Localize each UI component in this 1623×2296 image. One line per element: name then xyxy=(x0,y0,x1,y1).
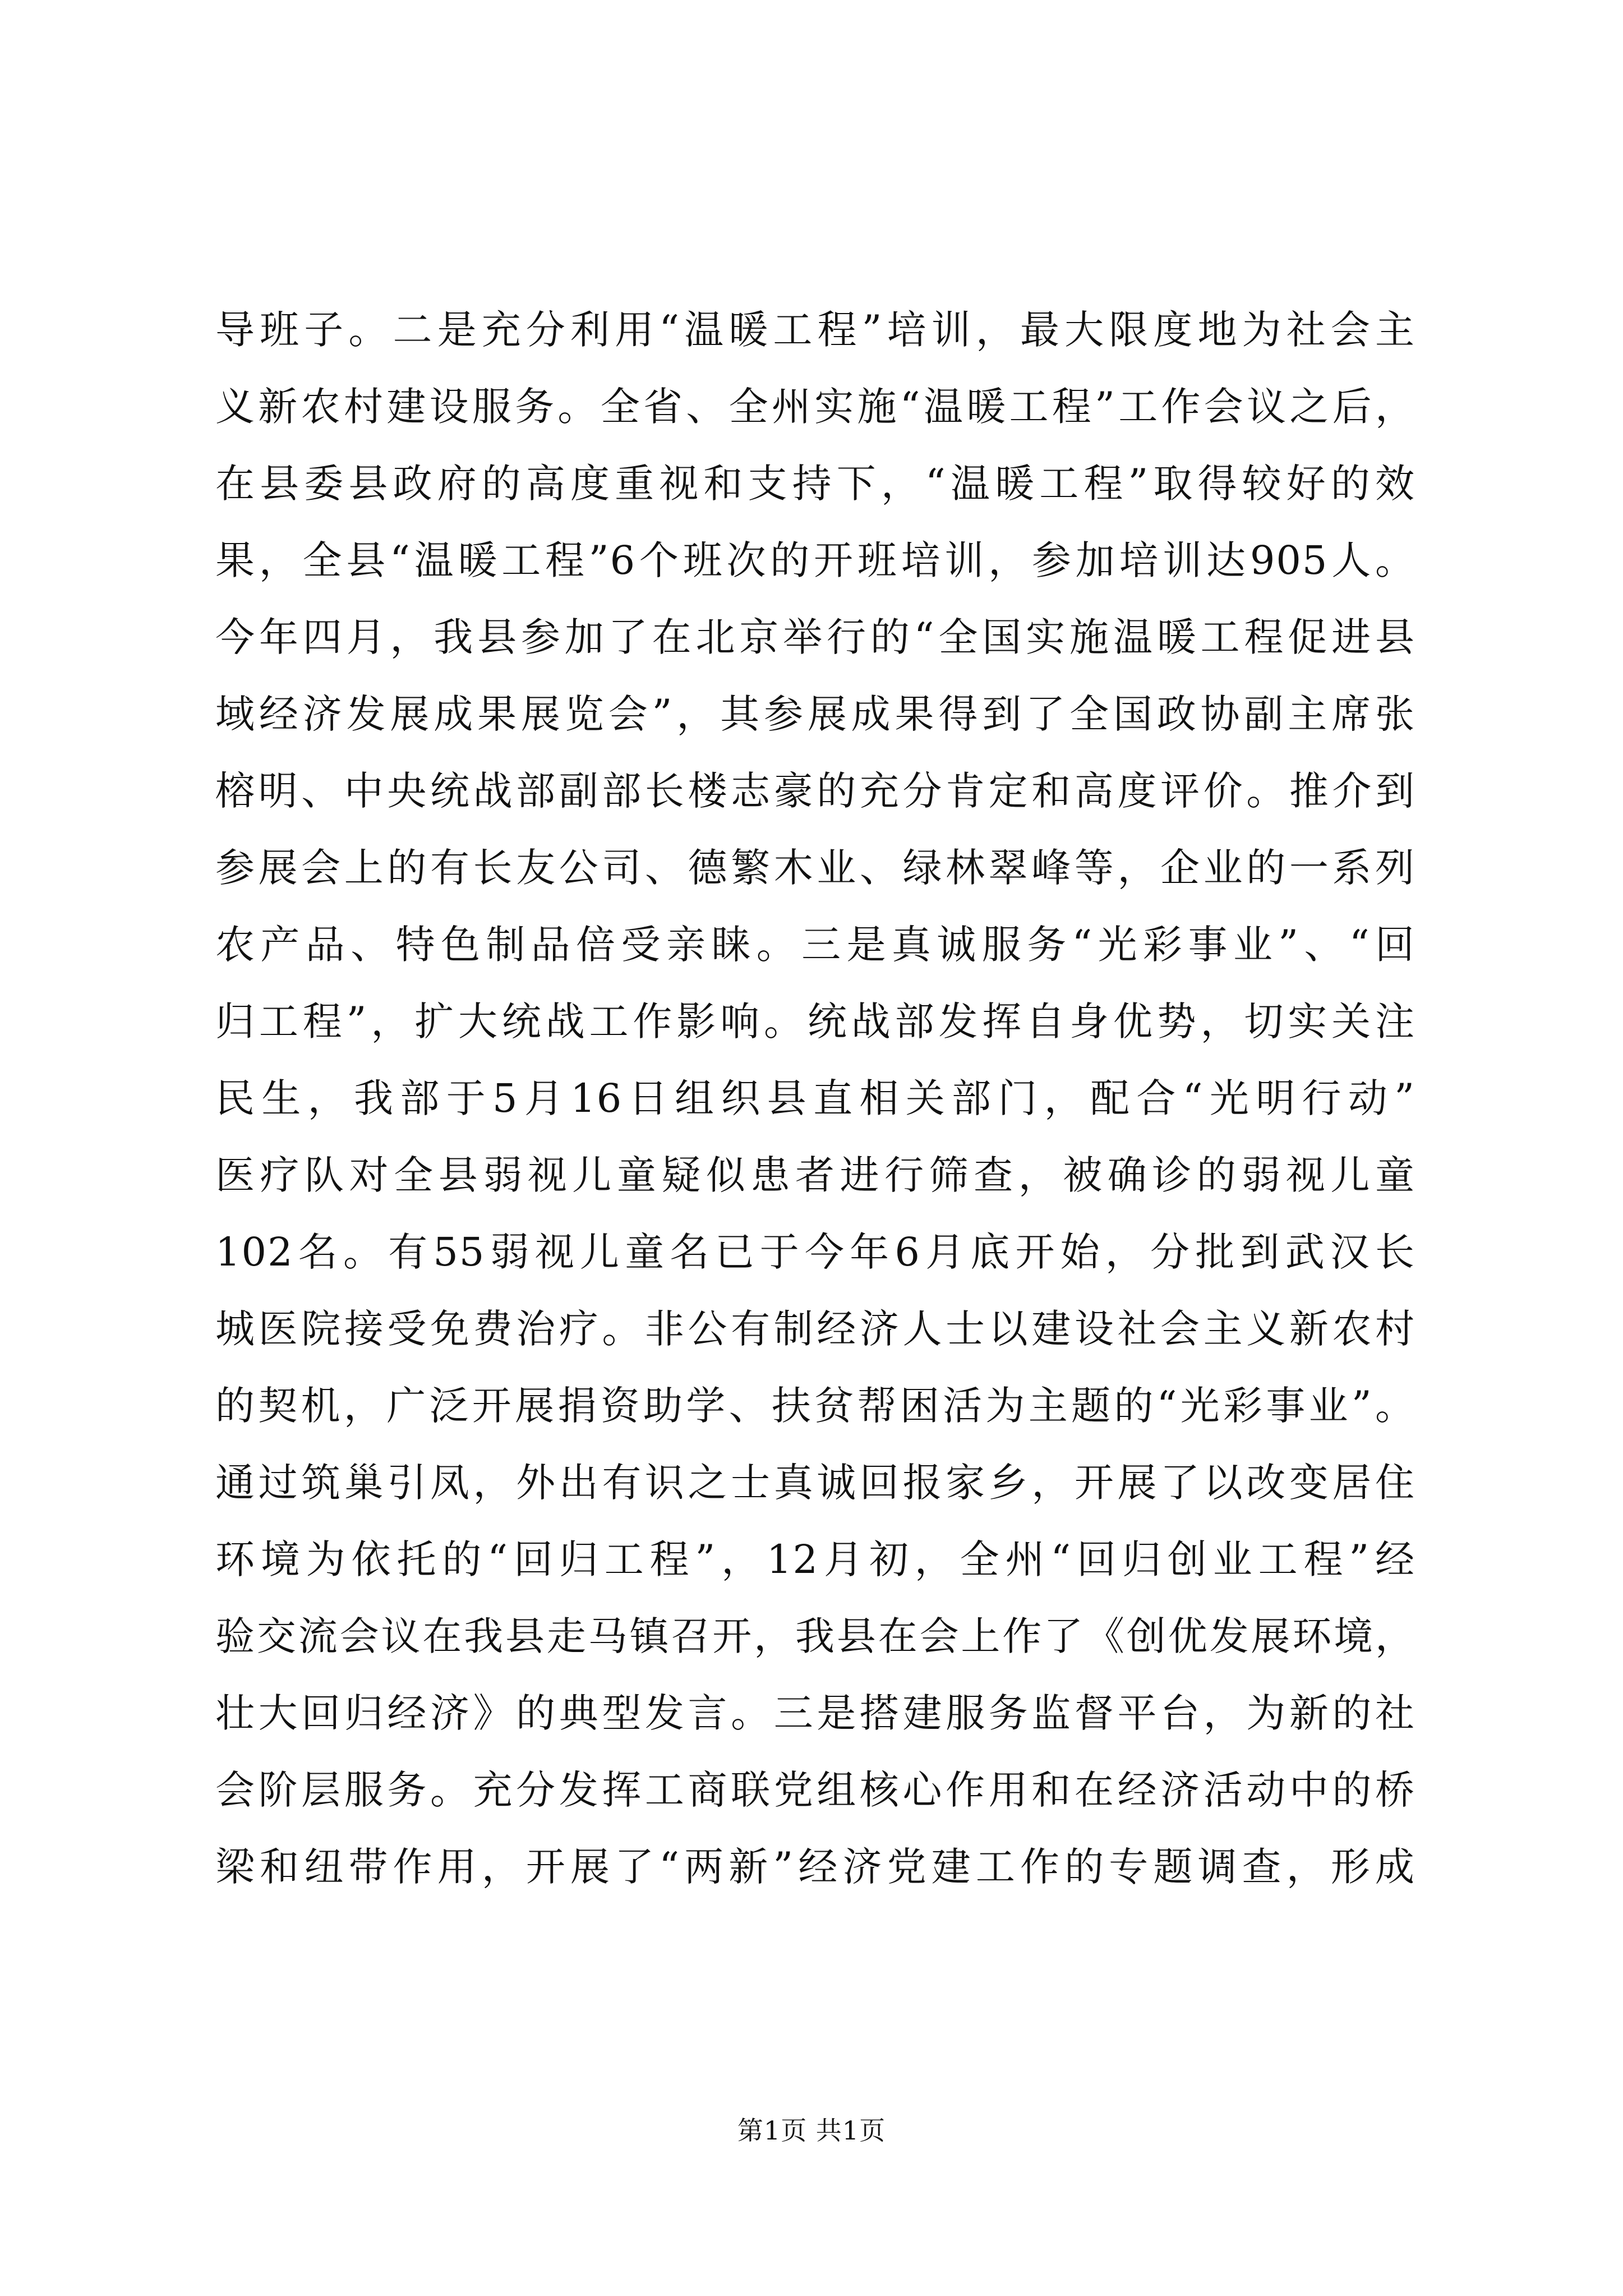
text-line: 通过筑巢引凤，外出有识之士真诚回报家乡，开展了以改变居住 xyxy=(215,1460,1415,1506)
text-line: 验交流会议在我县走马镇召开，我县在会上作了《创优发展环境， xyxy=(215,1613,1415,1659)
page-footer xyxy=(0,2114,1623,2147)
text-line: 今年四月，我县参加了在北京举行的“全国实施温暖工程促进县 xyxy=(215,614,1415,660)
text-line: 环境为依托的“回归工程”，12月初，全州“回归创业工程”经 xyxy=(215,1536,1415,1582)
text-line: 导班子。二是充分利用“温暖工程”培训，最大限度地为社会主 xyxy=(215,307,1415,353)
text-line: 梁和纽带作用，开展了“两新”经济党建工作的专题调查，形成 xyxy=(215,1844,1415,1890)
text-line: 果，全县“温暖工程”6个班次的开班培训，参加培训达905人。 xyxy=(215,537,1415,583)
text-line: 壮大回归经济》的典型发言。三是搭建服务监督平台，为新的社 xyxy=(215,1690,1415,1736)
text-line: 102名。有55弱视儿童名已于今年6月底开始，分批到武汉长 xyxy=(215,1229,1415,1275)
text-line: 榕明、中央统战部副部长楼志豪的充分肯定和高度评价。推介到 xyxy=(215,768,1415,814)
text-line: 域经济发展成果展览会”，其参展成果得到了全国政协副主席张 xyxy=(215,691,1415,737)
document-body xyxy=(215,292,1415,1906)
text-line: 的契机，广泛开展捐资助学、扶贫帮困活为主题的“光彩事业”。 xyxy=(215,1383,1415,1429)
text-line: 城医院接受免费治疗。非公有制经济人士以建设社会主义新农村 xyxy=(215,1306,1415,1352)
text-line: 民生，我部于5月16日组织县直相关部门，配合“光明行动” xyxy=(215,1075,1415,1121)
text-line: 会阶层服务。充分发挥工商联党组核心作用和在经济活动中的桥 xyxy=(215,1767,1415,1813)
text-line: 医疗队对全县弱视儿童疑似患者进行筛查，被确诊的弱视儿童 xyxy=(215,1152,1415,1198)
text-line: 农产品、特色制品倍受亲睐。三是真诚服务“光彩事业”、“回 xyxy=(215,922,1415,968)
text-line: 归工程”，扩大统战工作影响。统战部发挥自身优势，切实关注 xyxy=(215,999,1415,1045)
page-number-label: 第1页 共1页 xyxy=(737,2115,886,2146)
text-line: 义新农村建设服务。全省、全州实施“温暖工程”工作会议之后， xyxy=(215,384,1415,430)
text-line: 参展会上的有长友公司、德繁木业、绿林翠峰等，企业的一系列 xyxy=(215,845,1415,891)
text-line: 在县委县政府的高度重视和支持下，“温暖工程”取得较好的效 xyxy=(215,461,1415,507)
